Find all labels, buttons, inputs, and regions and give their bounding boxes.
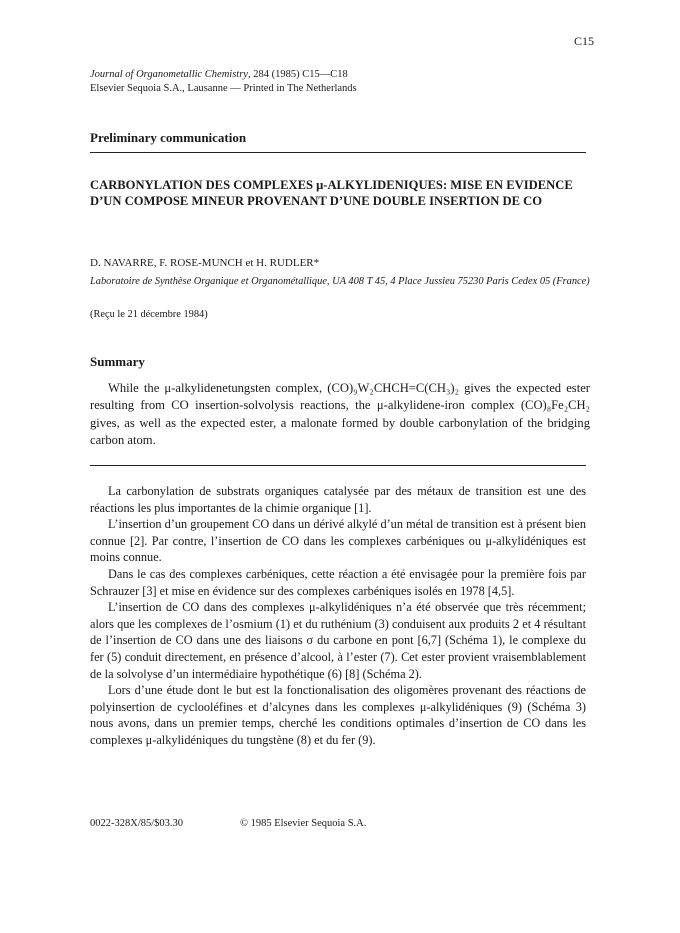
publisher-line: Elsevier Sequoia S.A., Lausanne — Printed in The Netherlands: [90, 83, 357, 94]
summary-heading: Summary: [90, 354, 145, 369]
journal-name: Journal of Organometallic Chemistry: [90, 69, 248, 80]
journal-header: [90, 68, 357, 96]
top-divider: [90, 152, 586, 153]
paragraph-3: Dans le cas des complexes carbéniques, cette réaction a été envisagée pour la première fois par Schrauzer [3] et mise en évidence sur des complexes carbéniques isolés en 1978 [4,5].: [90, 566, 586, 598]
paragraph-5: Lors d’une étude dont le but est la fonctionalisation des oligomères provenant des réactions de polyinsertion de cyclooléfines et d’alcynes dans les complexes μ-alkylidéniques (9) (Schéma 3) nous avons, dans un premier temps, cherché les conditions optimales d’insertion de CO dans les complexes μ-alkylidéniques du tungstène (8) et du fer (9).: [90, 683, 586, 747]
journal-ref: , 284 (1985) C15—C18: [247, 69, 348, 80]
copyright: © 1985 Elsevier Sequoia S.A.: [240, 818, 367, 829]
affiliation: Laboratoire de Synthèse Organique et Organométallique, UA 408 T 45, 4 Place Jussieu 75230 Paris Cedex 05 (France): [90, 276, 590, 287]
article-body: [90, 483, 586, 749]
article-title: CARBONYLATION DES COMPLEXES μ-ALKYLIDENIQUES: MISE EN EVIDENCE D’UN COMPOSE MINEUR PROVENANT D’UNE DOUBLE INSERTION DE CO: [90, 178, 573, 208]
section-heading: Preliminary communication: [90, 130, 247, 145]
paragraph-1: La carbonylation de substrats organiques catalysée par des métaux de transition est une des réactions les plus importantes de la chimie organique [1].: [90, 484, 586, 515]
paragraph-2: L’insertion d’un groupement CO dans un dérivé alkylé d’un métal de transition est à présent bien connue [2]. Par contre, l’insertion de CO dans les complexes carbéniques ou μ-alkylidéniques est moins connue.: [90, 517, 586, 565]
issn-code: 0022-328X/85/$03.30: [90, 818, 184, 829]
authors: D. NAVARRE, F. ROSE-MUNCH et H. RUDLER*: [90, 257, 320, 269]
paragraph-4: L’insertion de CO dans des complexes μ-alkylidéniques n’a été observée que très récemment; alors que les complexes de l’osmium (1) et du ruthénium (3) conduisent aux produits 2 et 4 résultant de l’insertion de CO dans une des liaisons σ du carbone en pont [6,7] (Schéma 1), le complexe du fer (5) conduit directement, en présence d’alcool, à l’ester (7). Cet ester provient vraisemblablement de la solvolyse d’un intermédiaire hypothétique (6) [8] (Schéma 2).: [90, 600, 586, 681]
journal-citation: [90, 68, 357, 82]
page-number: C15: [573, 34, 594, 48]
received-date: (Reçu le 21 décembre 1984): [90, 309, 208, 320]
summary-text: While the μ-alkylidenetungsten complex, (CO)₉W₂CHCH=C(CH₃)₂ gives the expected ester resulting from CO insertion-solvolysis reactions, the μ-alkylidene-iron complex (CO)₈Fe₂CH₂ gives, as well as the expected ester, a malonate formed by double carbonylation of the bridging carbon atom.: [90, 381, 590, 447]
summary-divider: [90, 465, 586, 466]
